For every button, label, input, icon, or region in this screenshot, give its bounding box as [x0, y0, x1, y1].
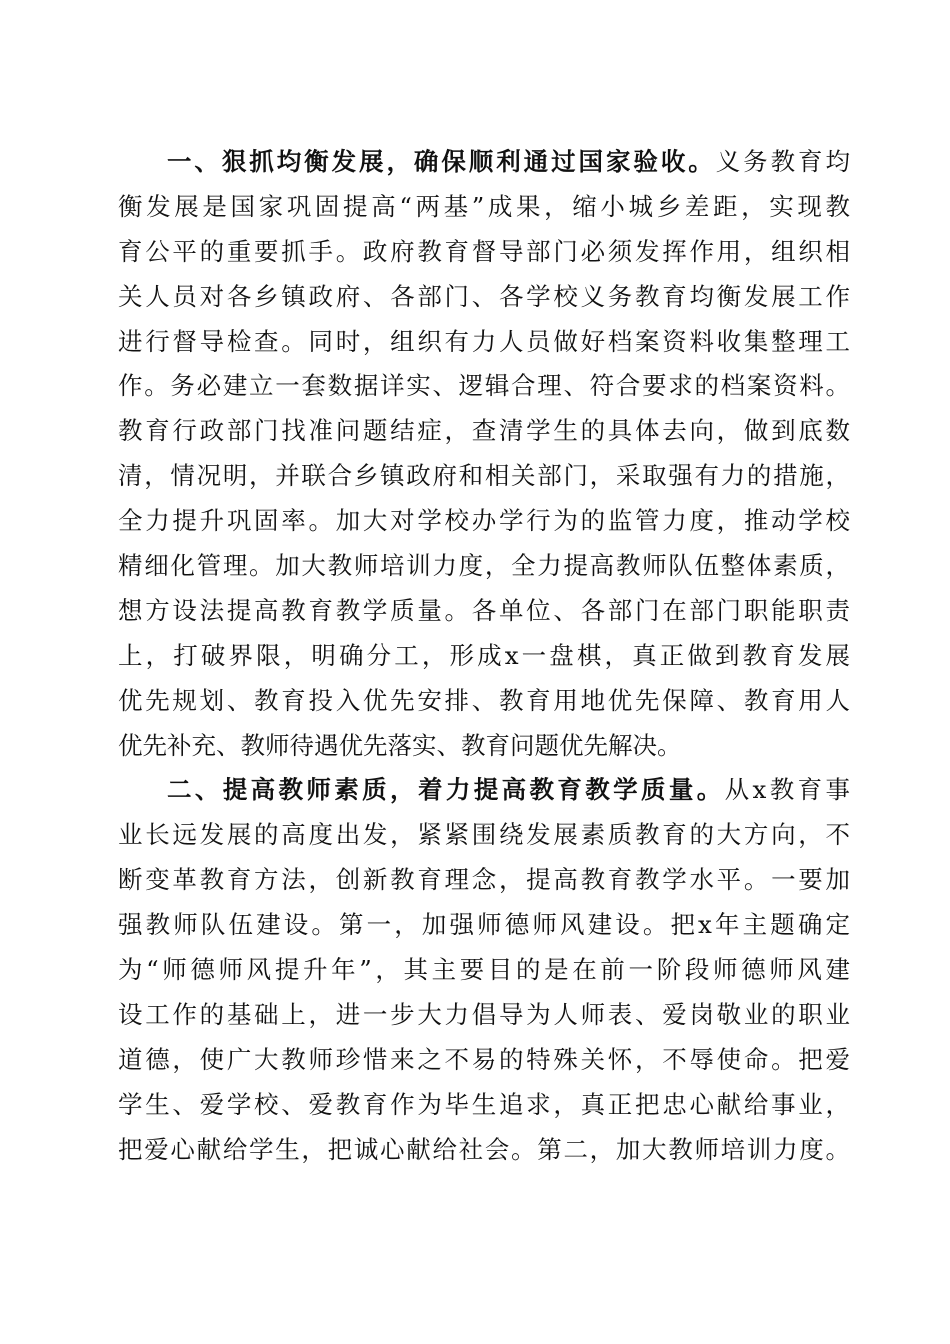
paragraph-2-line-1 — [118, 768, 850, 813]
paragraph-2-heading: 二、提高教师素质，着力提高教育教学质量。 — [167, 775, 725, 805]
paragraph-2-text: 从x教育事 — [724, 775, 851, 805]
paragraph-2-line-7: 道德，使广大教师珍惜来之不易的特殊关怀，不辱使命。把爱 — [118, 1044, 850, 1074]
paragraph-2-line-3: 断变革教育方法，创新教育理念，提高教育教学水平。一要加 — [118, 865, 850, 895]
paragraph-1-line-13: 优先规划、教育投入优先安排、教育用地优先保障、教育用人 — [118, 685, 850, 715]
paragraph-1-line-7: 教育行政部门找准问题结症，查清学生的具体去向，做到底数 — [118, 416, 850, 446]
paragraph-2-line-8: 学生、爱学校、爱教育作为毕生追求，真正把忠心献给事业， — [118, 1089, 850, 1119]
paragraph-2-line-2: 业长远发展的高度出发，紧紧围绕发展素质教育的大方向，不 — [118, 820, 850, 850]
paragraph-1-line-11: 想方设法提高教育教学质量。各单位、各部门在部门职能职责 — [118, 595, 850, 625]
paragraph-2-line-4: 强教师队伍建设。第一，加强师德师风建设。把x年主题确定 — [118, 910, 850, 940]
paragraph-1-line-10: 精细化管理。加大教师培训力度，全力提高教师队伍整体素质， — [118, 551, 850, 581]
paragraph-1-line-14: 优先补充、教师待遇优先落实、教育问题优先解决。 — [118, 730, 682, 760]
paragraph-1-line-2: 衡发展是国家巩固提高“两基”成果，缩小城乡差距，实现教 — [118, 191, 850, 221]
paragraph-2-line-5: 为“师德师风提升年”，其主要目的是在前一阶段师德师风建 — [118, 955, 850, 985]
paragraph-1-text: 义务教育均 — [715, 147, 850, 176]
paragraph-1-line-1 — [118, 140, 850, 185]
paragraph-1-line-3: 育公平的重要抓手。政府教育督导部门必须发挥作用，组织相 — [118, 236, 850, 266]
paragraph-1-line-6: 作。务必建立一套数据详实、逻辑合理、符合要求的档案资料。 — [118, 371, 850, 401]
paragraph-1-line-12: 上，打破界限，明确分工，形成x一盘棋，真正做到教育发展 — [118, 640, 850, 670]
paragraph-2-line-9: 把爱心献给学生，把诚心献给社会。第二，加大教师培训力度。 — [118, 1134, 850, 1164]
paragraph-2-line-6: 设工作的基础上，进一步大力倡导为人师表、爱岗敬业的职业 — [118, 999, 850, 1029]
paragraph-1-line-9: 全力提升巩固率。加大对学校办学行为的监管力度，推动学校 — [118, 506, 850, 536]
document-page — [118, 140, 850, 1172]
paragraph-1-line-4: 关人员对各乡镇政府、各部门、各学校义务教育均衡发展工作 — [118, 281, 850, 311]
paragraph-1-line-5: 进行督导检查。同时，组织有力人员做好档案资料收集整理工 — [118, 326, 850, 356]
paragraph-1-line-8: 清，情况明，并联合乡镇政府和相关部门，采取强有力的措施， — [118, 461, 850, 491]
paragraph-1-heading: 一、狠抓均衡发展，确保顺利通过国家验收。 — [167, 147, 716, 176]
